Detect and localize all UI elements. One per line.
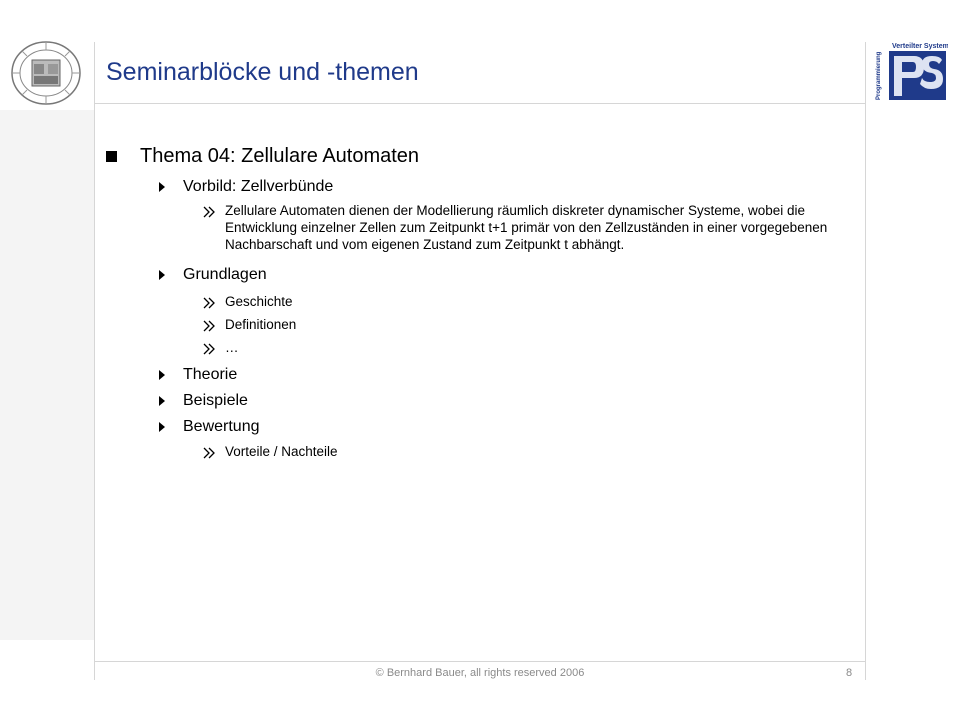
sub-item <box>106 316 855 333</box>
section-item <box>106 364 846 386</box>
triangle-bullet-icon <box>159 182 165 192</box>
section-label: Beispiele <box>183 392 248 409</box>
university-seal-icon <box>8 40 84 106</box>
sub-item <box>106 443 855 460</box>
section-item <box>106 390 846 412</box>
title-underline <box>94 103 866 104</box>
logo-text-side: Programmierung <box>876 51 882 100</box>
topic-bullet <box>106 142 846 170</box>
double-arrow-bullet-icon <box>203 342 217 354</box>
slide-content <box>106 142 846 460</box>
sub-item <box>106 339 855 356</box>
triangle-bullet-icon <box>159 370 165 380</box>
double-arrow-bullet-icon <box>203 205 217 217</box>
sub-item-text: Definitionen <box>225 317 297 332</box>
section-label: Bewertung <box>183 418 260 435</box>
section-item <box>106 176 846 198</box>
double-arrow-bullet-icon <box>203 296 217 308</box>
sub-item-text: … <box>225 340 239 355</box>
section-label: Grundlagen <box>183 266 267 283</box>
section-item <box>106 264 846 286</box>
vs-ps-logo-icon <box>872 40 948 102</box>
triangle-bullet-icon <box>159 396 165 406</box>
footer-copyright: © Bernhard Bauer, all rights reserved 2006 <box>375 667 585 679</box>
logo-text-top: Verteilter Systeme <box>892 43 948 50</box>
page-number: 8 <box>846 667 853 679</box>
triangle-bullet-icon <box>159 422 165 432</box>
right-divider <box>865 42 866 680</box>
section-label: Theorie <box>183 366 238 383</box>
double-arrow-bullet-icon <box>203 446 217 458</box>
sub-item-text: Vorteile / Nachteile <box>225 444 338 459</box>
section-item <box>106 416 846 438</box>
footer-divider <box>94 661 866 662</box>
left-divider <box>94 42 95 680</box>
sub-item-text: Geschichte <box>225 294 293 309</box>
left-band <box>0 110 94 640</box>
sub-item <box>106 202 855 253</box>
section-label: Vorbild: Zellverbünde <box>183 178 334 195</box>
triangle-bullet-icon <box>159 270 165 280</box>
square-bullet-icon <box>106 151 117 162</box>
sub-item <box>106 293 855 310</box>
slide-title: Seminarblöcke und -themen <box>106 58 419 86</box>
double-arrow-bullet-icon <box>203 319 217 331</box>
topic-text: Thema 04: Zellulare Automaten <box>140 145 420 167</box>
sub-item-text: Zellulare Automaten dienen der Modellierung räumlich diskreter dynamischer Systeme, wobei die Entwicklung einzelner Zellen zum Zeitpunkt t+1 primär von den Zellzuständen in einer vorgegebenen Nachbarschaft und vom eigenen Zustand zum Zeitpunkt t abhängt. <box>225 203 828 252</box>
